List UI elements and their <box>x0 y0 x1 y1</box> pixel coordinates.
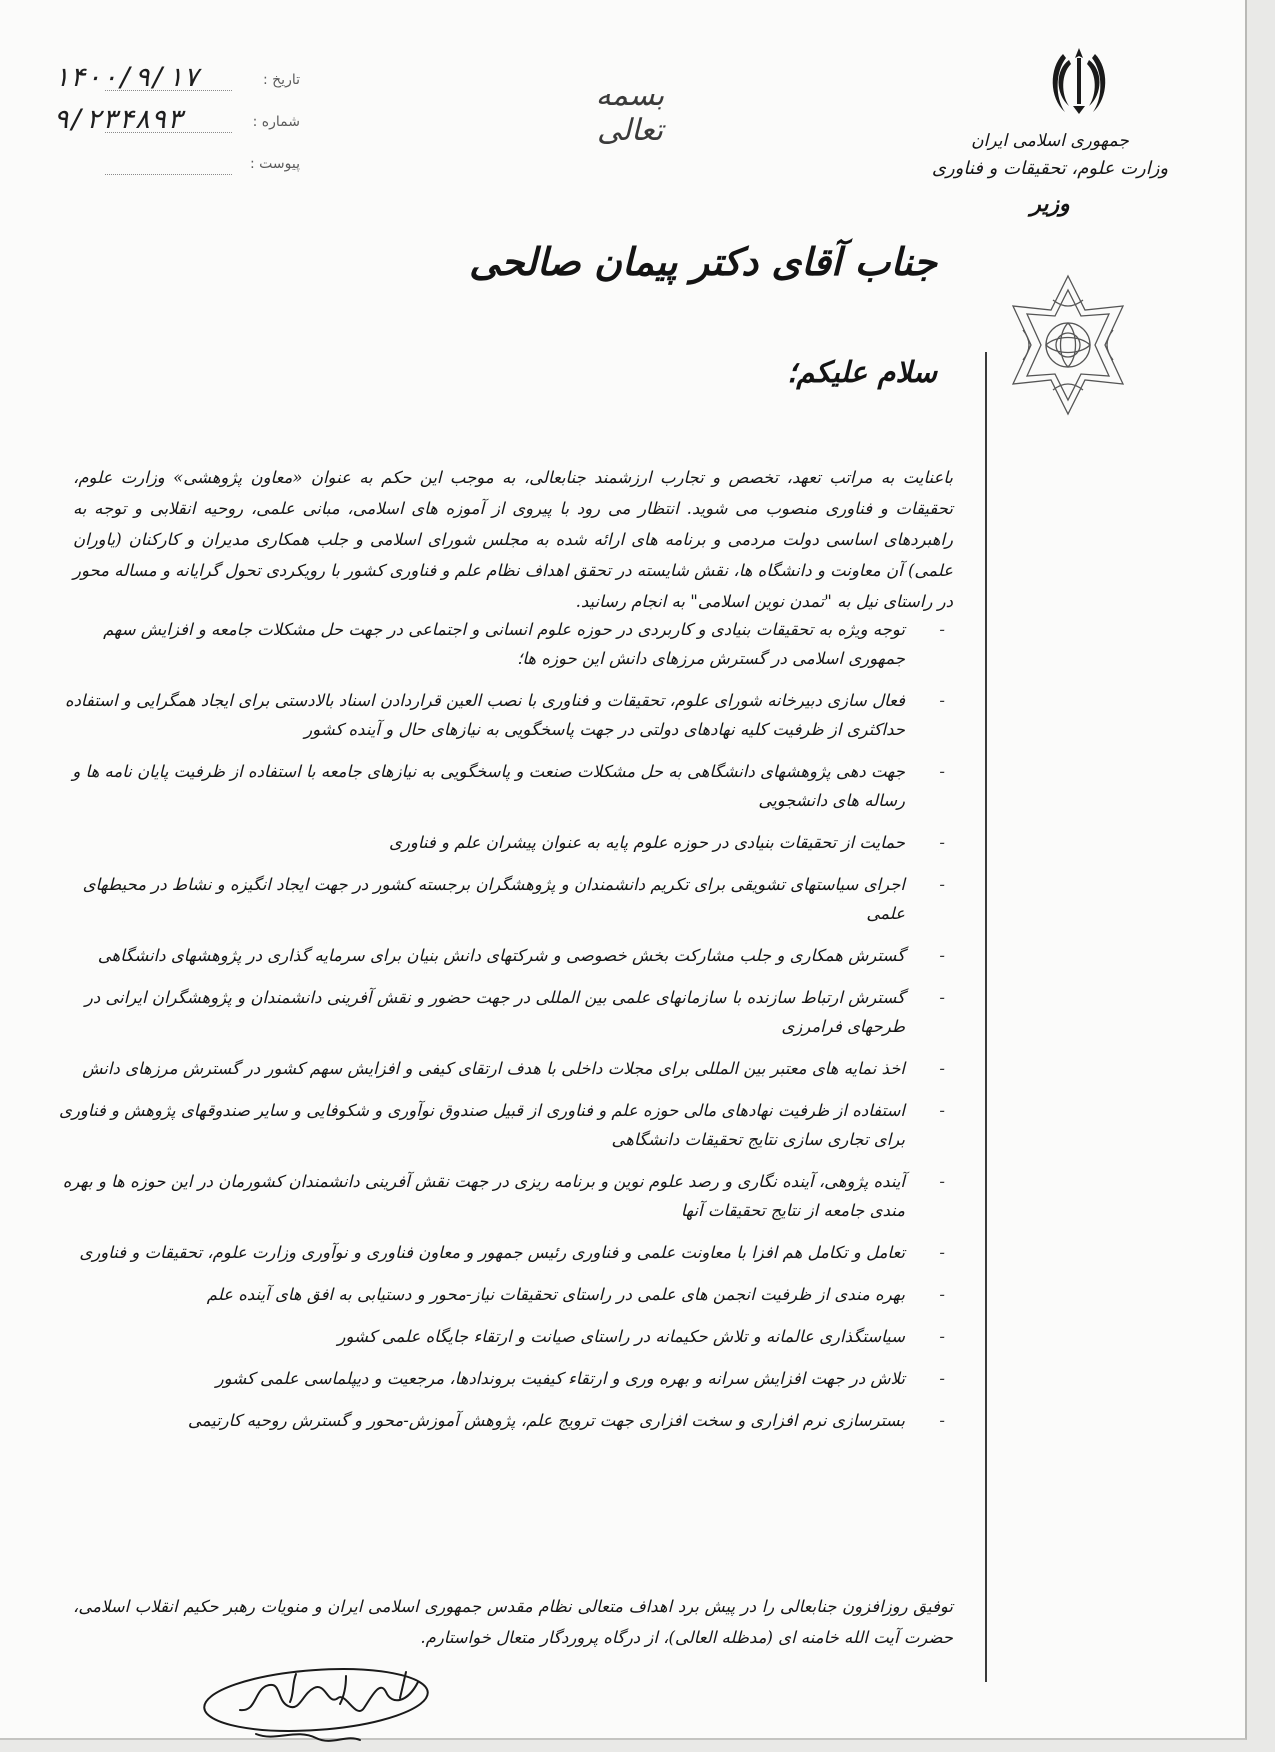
list-item-text: حمایت از تحقیقات بنیادی در حوزه علوم پایه به عنوان پیشران علم و فناوری <box>389 833 905 852</box>
list-item-text: بسترسازی نرم افزاری و سخت افزاری جهت ترویج علم، پژوهش آموزش-محور و گسترش روحیه کارتیمی <box>187 1411 905 1430</box>
list-item <box>53 1167 953 1225</box>
list-item <box>53 615 953 673</box>
number-label: شماره : <box>252 114 300 130</box>
iran-emblem-icon <box>1047 44 1111 116</box>
letter-meta <box>45 62 300 188</box>
bullet-marker: - <box>939 1059 945 1078</box>
bullet-marker: - <box>939 1411 945 1430</box>
addressee: جناب آقای دکتر پیمان صالحی <box>469 239 937 284</box>
bullet-marker: - <box>939 833 945 852</box>
attachment-line <box>105 174 232 175</box>
bullet-marker: - <box>939 1101 945 1120</box>
date-row <box>45 62 300 104</box>
list-item-text: سیاستگذاری عالمانه و تلاش حکیمانه در راستای صیانت و ارتقاء جایگاه علمی کشور <box>337 1327 905 1346</box>
bullet-marker: - <box>939 1327 945 1346</box>
list-item <box>53 941 953 970</box>
list-item-text: تلاش در جهت افزایش سرانه و بهره وری و ارتقاء کیفیت بروندادها، مرجعیت و دیپلماسی علمی کشور <box>215 1369 905 1388</box>
ministry-heading <box>925 128 1175 224</box>
list-item-text: اخذ نمایه های معتبر بین المللی برای مجلات داخلی با هدف ارتقای کیفی و افزایش سهم کشور در گسترش مرزهای دانش <box>82 1059 905 1078</box>
office-title: وزیر <box>1030 191 1070 217</box>
basmala: بسمه تعالی <box>595 78 665 148</box>
number-row <box>45 104 300 146</box>
bullet-marker: - <box>939 988 945 1007</box>
side-divider <box>985 352 987 1682</box>
list-item <box>53 828 953 857</box>
list-item-text: فعال سازی دبیرخانه شورای علوم، تحقیقات و فناوری با نصب العین قراردادن اسناد بالادستی برای ایجاد همگرایی و استفاده حداکثری از ظرفیت کلیه نهادهای دولتی در جهت پاسخگویی به نیازهای حال و آینده کشور <box>64 691 905 739</box>
list-item-text: گسترش همکاری و جلب مشارکت بخش خصوصی و شرکتهای دانش بنیان برای سرمایه گذاری در پژوهشهای دانشگاهی <box>97 946 905 965</box>
bullet-marker: - <box>939 1369 945 1388</box>
handwritten-signature <box>196 1652 496 1748</box>
list-item-text: اجرای سیاستهای تشویقی برای تکریم دانشمندان و پژوهشگران برجسته کشور در جهت ایجاد انگیزه و نشاط در محیطهای علمی <box>82 875 905 923</box>
list-item-text: آینده پژوهی، آینده نگاری و رصد علوم نوین و برنامه ریزی در جهت نقش آفرینی دانشمندان کشورمان در این حوزه ها و بهره مندی جامعه از نتایج تحقیقات آنها <box>62 1172 905 1220</box>
list-item <box>53 686 953 744</box>
bullet-marker: - <box>939 691 945 710</box>
list-item-text: بهره مندی از ظرفیت انجمن های علمی در راستای تحقیقات نیاز-محور و دستیابی به افق های آینده علم <box>206 1285 905 1304</box>
list-item-text: توجه ویژه به تحقیقات بنیادی و کاربردی در حوزه علوم انسانی و اجتماعی در جهت حل مشکلات جامعه و افزایش سهم جمهوری اسلامی در گسترش مرزهای دانش این حوزه ها؛ <box>103 620 905 668</box>
attachment-row <box>45 146 300 188</box>
list-item <box>53 1406 953 1435</box>
country-name: جمهوری اسلامی ایران <box>971 131 1129 151</box>
duties-list <box>53 615 953 1448</box>
date-value: ۱۴۰۰/۹/۱۷ <box>53 62 200 93</box>
list-item <box>53 870 953 928</box>
ministry-name: وزارت علوم، تحقیقات و فناوری <box>931 158 1169 179</box>
bullet-marker: - <box>939 1172 945 1191</box>
list-item <box>53 1238 953 1267</box>
list-item <box>53 757 953 815</box>
list-item <box>53 1322 953 1351</box>
number-value: ۹/۲۳۴۸۹۳ <box>53 104 184 135</box>
list-item-text: تعامل و تکامل هم افزا با معاونت علمی و فناوری رئیس جمهور و معاون فناوری و نوآوری وزارت علوم، تحقیقات و فناوری <box>79 1243 905 1262</box>
list-item-text: گسترش ارتباط سازنده با سازمانهای علمی بین المللی در جهت حضور و نقش آفرینی دانشمندان و پژوهشگران ایرانی در طرحهای فرامرزی <box>84 988 905 1036</box>
intro-paragraph: باعنایت به مراتب تعهد، تخصص و تجارب ارزشمند جنابعالی، به موجب این حکم به عنوان «معاون پژوهشی» وزارت علوم، تحقیقات و فناوری منصوب می شوید. انتظار می رود با پیروی از آموزه های اسلامی، مبانی علمی، روحیه انقلابی و توجه به راهبردهای اساسی دولت مردمی و برنامه های ارائه شده به مجلس شورای اسلامی و جلب همکاری مدیران و کارکنان (یاوران علمی) آن معاونت و دانشگاه ها، نقش شایسته در تحقق اهداف نظام علم و فناوری کشور با رویکردی تحول گرایانه و مساله محور در راستای نیل به "تمدن نوین اسلامی" به انجام رسانید. <box>73 468 953 611</box>
bullet-marker: - <box>939 762 945 781</box>
bullet-marker: - <box>939 620 945 639</box>
list-item <box>53 1280 953 1309</box>
attachment-label: پیوست : <box>250 156 300 172</box>
list-item <box>53 983 953 1041</box>
list-item <box>53 1364 953 1393</box>
decorative-ornament-icon <box>993 270 1143 420</box>
list-item <box>53 1096 953 1154</box>
closing-paragraph: توفیق روزافزون جنابعالی را در پیش برد اهداف متعالی نظام مقدس جمهوری اسلامی ایران و منویات رهبر حکیم انقلاب اسلامی، حضرت آیت الله خامنه ای (مدظله العالی)، از درگاه پروردگار متعال خواستارم. <box>73 1597 953 1647</box>
list-item <box>53 1054 953 1083</box>
greeting: سلام علیکم؛ <box>787 355 937 389</box>
bullet-marker: - <box>939 1243 945 1262</box>
bullet-marker: - <box>939 875 945 894</box>
bullet-marker: - <box>939 946 945 965</box>
list-item-text: جهت دهی پژوهشهای دانشگاهی به حل مشکلات صنعت و پاسخگویی به نیازهای جامعه با استفاده از ظرفیت پایان نامه ها و رساله های دانشجویی <box>72 762 905 810</box>
bullet-marker: - <box>939 1285 945 1304</box>
date-label: تاریخ : <box>262 72 300 88</box>
list-item-text: استفاده از ظرفیت نهادهای مالی حوزه علم و فناوری از قبیل صندوق نوآوری و شکوفایی و سایر صندوقهای پژوهش و فناوری برای تجاری سازی نتایج تحقیقات دانشگاهی <box>59 1101 905 1149</box>
